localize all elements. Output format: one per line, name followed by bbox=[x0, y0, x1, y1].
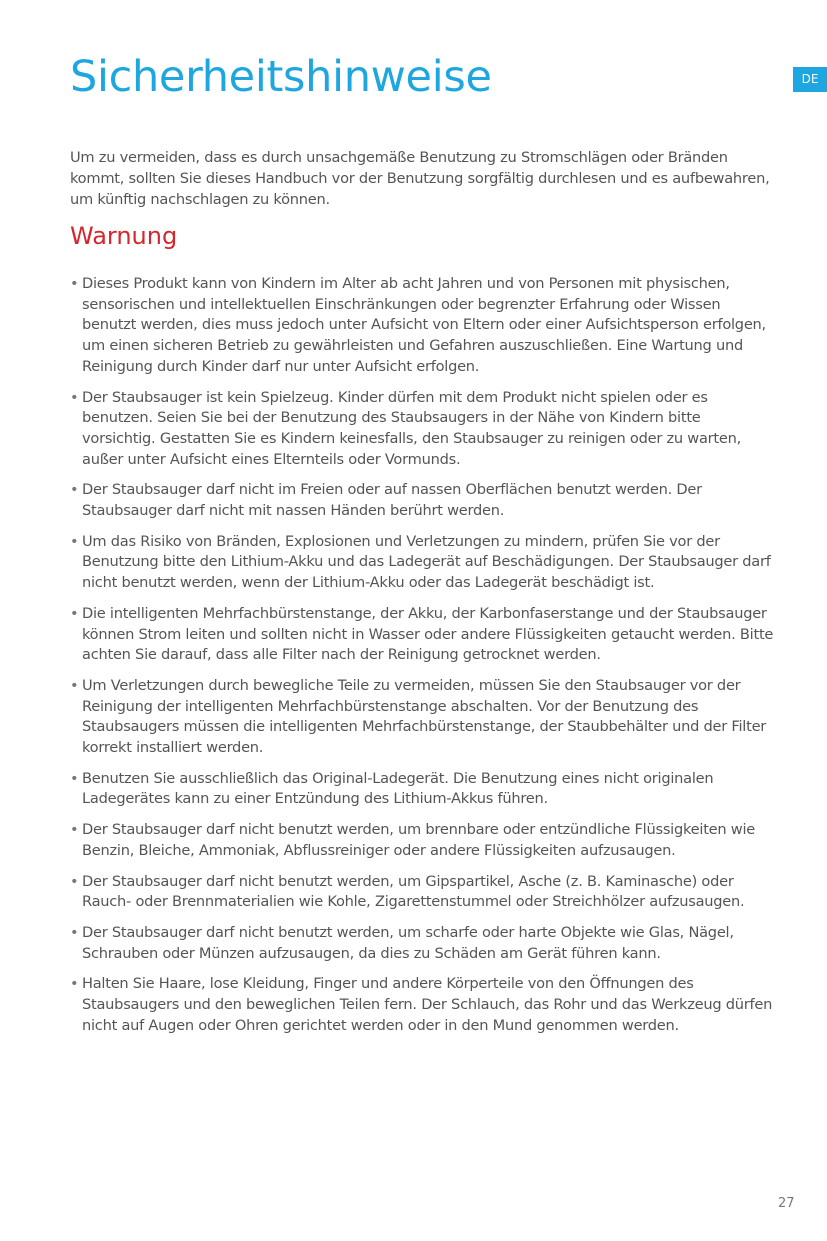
warning-heading: Warnung bbox=[70, 222, 178, 250]
warning-item: • Um das Risiko von Bränden, Explosionen und Verletzungen zu mindern, prüfen Sie vor der Benutzung bitte den Lithium-Akku und das Ladegerät auf Beschädigungen. Der Staubsauger darf nicht benutzt werden, wenn der Lithium-Akku oder das Ladegerät beschädigt ist. bbox=[70, 532, 775, 594]
page-title: Sicherheitshinweise bbox=[70, 52, 492, 102]
warning-item: • Die intelligenten Mehrfachbürstenstange, der Akku, der Karbonfaserstange und der Staubsauger können Strom leiten und sollten nicht in Wasser oder andere Flüssigkeiten getaucht werden. Bitte achten Sie darauf, dass alle Filter nach der Reinigung getrocknet werden. bbox=[70, 604, 775, 666]
warning-item: • Halten Sie Haare, lose Kleidung, Finger und andere Körperteile von den Öffnungen des Staubsaugers und den beweglichen Teilen fern. Der Schlauch, das Rohr und das Werkzeug dürfen nicht auf Augen oder Ohren gerichtet werden oder in den Mund genommen werden. bbox=[70, 974, 775, 1036]
warning-item: • Der Staubsauger darf nicht benutzt werden, um brennbare oder entzündliche Flüssigkeiten wie Benzin, Bleiche, Ammoniak, Abflussreiniger oder andere Flüssigkeiten aufzusaugen. bbox=[70, 820, 775, 861]
warning-list bbox=[70, 274, 775, 1047]
language-badge: DE bbox=[793, 67, 827, 92]
page-number: 27 bbox=[778, 1196, 795, 1211]
warning-item: • Um Verletzungen durch bewegliche Teile zu vermeiden, müssen Sie den Staubsauger vor der Reinigung der intelligenten Mehrfachbürstenstange abschalten. Vor der Benutzung des Staubsaugers müssen die intelligenten Mehrfachbürstenstange, der Staubbehälter und der Filter korrekt installiert werden. bbox=[70, 676, 775, 759]
warning-item: • Dieses Produkt kann von Kindern im Alter ab acht Jahren und von Personen mit physischen, sensorischen und intellektuellen Einschränkungen oder begrenzter Erfahrung oder Wissen benutzt werden, dies muss jedoch unter Aufsicht von Eltern oder einer Aufsichtsperson erfolgen, um einen sicheren Betrieb zu gewährleisten und Gefahren auszuschließen. Eine Wartung und Reinigung durch Kinder darf nur unter Aufsicht erfolgen. bbox=[70, 274, 775, 378]
warning-item: • Der Staubsauger darf nicht benutzt werden, um scharfe oder harte Objekte wie Glas, Nägel, Schrauben oder Münzen aufzusaugen, da dies zu Schäden am Gerät führen kann. bbox=[70, 923, 775, 964]
warning-item: • Der Staubsauger darf nicht benutzt werden, um Gipspartikel, Asche (z. B. Kaminasche) oder Rauch- oder Brennmaterialien wie Kohle, Zigarettenstummel oder Streichhölzer aufzusaugen. bbox=[70, 872, 775, 913]
intro-paragraph: Um zu vermeiden, dass es durch unsachgemäße Benutzung zu Stromschlägen oder Bränden kommt, sollten Sie dieses Handbuch vor der Benutzung sorgfältig durchlesen und es aufbewahren, um künftig nachschlagen zu können. bbox=[70, 149, 770, 208]
warning-item: • Der Staubsauger darf nicht im Freien oder auf nassen Oberflächen benutzt werden. Der Staubsauger darf nicht mit nassen Händen berührt werden. bbox=[70, 480, 775, 521]
warning-item: • Der Staubsauger ist kein Spielzeug. Kinder dürfen mit dem Produkt nicht spielen oder es benutzen. Seien Sie bei der Benutzung des Staubsaugers in der Nähe von Kindern bitte vorsichtig. Gestatten Sie es Kindern keinesfalls, den Staubsauger zu reinigen oder zu warten, außer unter Aufsicht eines Elternteils oder Vormunds. bbox=[70, 388, 775, 471]
warning-item: • Benutzen Sie ausschließlich das Original-Ladegerät. Die Benutzung eines nicht originalen Ladegerätes kann zu einer Entzündung des Lithium-Akkus führen. bbox=[70, 769, 775, 810]
